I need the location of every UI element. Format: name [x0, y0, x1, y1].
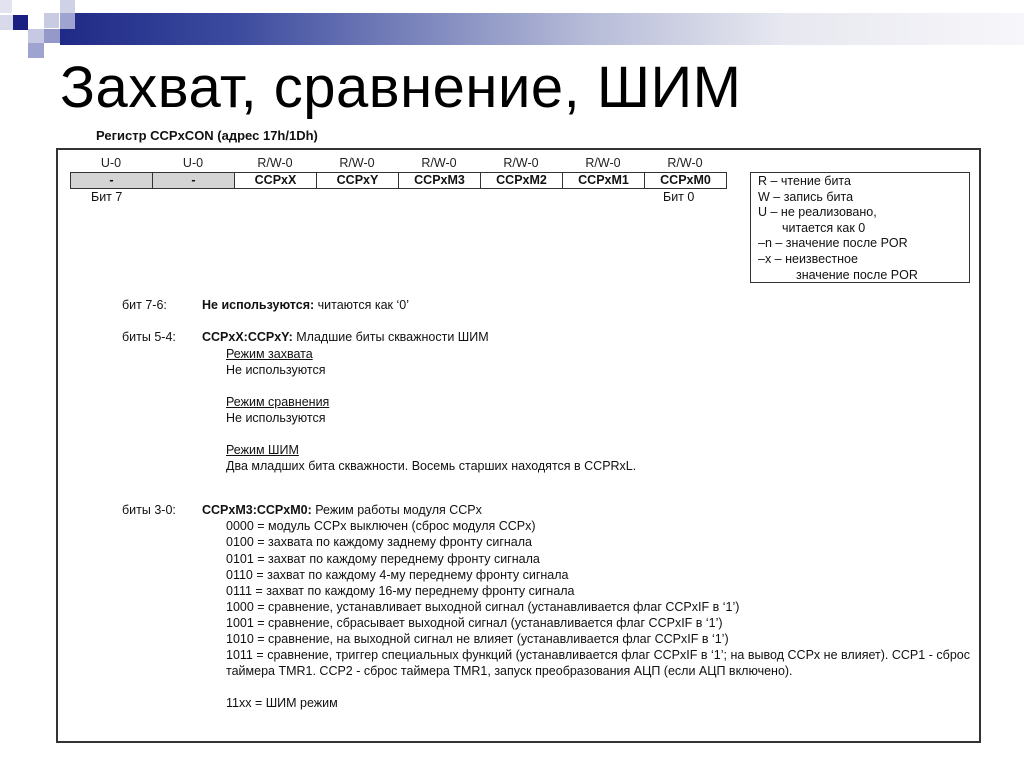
- bit7-cell: -: [71, 173, 153, 188]
- legend-item: U – не реализовано,: [758, 205, 877, 220]
- bit3-cell: CCPxM3: [399, 173, 481, 188]
- legend-item: W – запись бита: [758, 189, 854, 204]
- decor-square: [0, 0, 12, 13]
- pwm-mode-text: Два младших бита скважности. Восемь старших находятся в CCPRxL.: [226, 459, 637, 473]
- bits-label: бит 7-6:: [122, 298, 167, 312]
- pwm-mode-heading: Режим ШИМ: [226, 443, 299, 457]
- decor-square: [13, 15, 28, 30]
- slide-title: Захват, сравнение, ШИМ: [60, 55, 742, 120]
- access-bit1: R/W-0: [585, 156, 621, 170]
- mode-line: 0101 = захват по каждому переднему фронту сигнала: [226, 552, 540, 566]
- compare-mode-text: Не используются: [226, 411, 326, 425]
- access-bit7: U-0: [100, 156, 122, 170]
- access-bit3: R/W-0: [421, 156, 457, 170]
- bits-5-4-description: [122, 329, 489, 345]
- decor-square: [28, 43, 44, 58]
- legend-item: –n – значение после POR: [758, 236, 908, 251]
- access-bit4: R/W-0: [339, 156, 375, 170]
- bits-7-6-description: [122, 297, 409, 313]
- legend-item: читается как 0: [782, 220, 866, 235]
- bit-low-label: Бит 0: [663, 190, 695, 204]
- mode-line: 11xx = ШИМ режим: [226, 696, 338, 710]
- header-gradient-bar: [60, 13, 1024, 45]
- register-bits-row: [70, 172, 727, 189]
- bits-name: CCPxX:CCPxY:: [202, 330, 293, 344]
- mode-1011-text: 1011 = сравнение, триггер специальных функций (устанавливается флаг CCPxIF в ‘1’; на вывод CCPx не влияет). CCP1 - сброс таймера TMR1. CCP2 - сброс таймера TMR1, запуск преобразования АЦП (если АЦП включено).: [226, 648, 970, 678]
- bits-text: Младшие биты скважности ШИМ: [292, 330, 489, 344]
- capture-mode-text: Не используются: [226, 363, 326, 377]
- decor-square: [28, 29, 44, 43]
- bits-label: биты 3-0:: [122, 503, 176, 517]
- bit4-cell: CCPxY: [317, 173, 399, 188]
- mode-line: 0111 = захват по каждому 16-му переднему фронту сигнала: [226, 584, 575, 598]
- bits-name: Не используются:: [202, 298, 315, 312]
- decor-square: [44, 29, 60, 43]
- bit0-cell: CCPxM0: [660, 173, 711, 187]
- access-bit5: R/W-0: [257, 156, 293, 170]
- bit-high-label: Бит 7: [91, 190, 123, 204]
- decor-square: [44, 13, 59, 28]
- mode-line: 0110 = захват по каждому 4-му переднему фронту сигнала: [226, 568, 569, 582]
- bit6-cell: -: [153, 173, 235, 188]
- bits-text: Режим работы модуля CCPx: [311, 503, 482, 517]
- mode-line: 1000 = сравнение, устанавливает выходной сигнал (устанавливается флаг CCPxIF в ‘1’): [226, 600, 740, 614]
- decor-square: [60, 13, 75, 29]
- mode-line: 0100 = захвата по каждому заднему фронту сигнала: [226, 535, 532, 549]
- mode-line: 1010 = сравнение, на выходной сигнал не влияет (устанавливается флаг CCPxIF в ‘1’): [226, 632, 729, 646]
- capture-mode-heading: Режим захвата: [226, 347, 313, 361]
- access-bit6: U-0: [182, 156, 204, 170]
- bit5-cell: CCPxX: [235, 173, 317, 188]
- register-access-row: [70, 156, 726, 170]
- mode-line: 0000 = модуль CCPx выключен (сброс модуля CCPx): [226, 519, 536, 533]
- compare-mode-heading: Режим сравнения: [226, 395, 330, 409]
- access-bit0: R/W-0: [667, 156, 703, 170]
- legend-item: значение после POR: [796, 267, 918, 282]
- bits-text: читаются как ‘0’: [314, 298, 409, 312]
- bit2-cell: CCPxM2: [481, 173, 563, 188]
- bits-label: биты 5-4:: [122, 330, 176, 344]
- bits-name: CCPxM3:CCPxM0:: [202, 503, 312, 517]
- bit1-cell: CCPxM1: [563, 173, 645, 188]
- register-caption: Регистр CCPxCON (адрес 17h/1Dh): [96, 128, 318, 143]
- legend-item: –x – неизвестное: [758, 251, 858, 266]
- legend-item: R – чтение бита: [758, 174, 851, 188]
- legend-box: [750, 172, 970, 283]
- mode-line: 1001 = сравнение, сбрасывает выходной сигнал (устанавливается флаг CCPxIF в ‘1’): [226, 616, 723, 630]
- bits-3-0-description: [122, 502, 482, 518]
- access-bit2: R/W-0: [503, 156, 539, 170]
